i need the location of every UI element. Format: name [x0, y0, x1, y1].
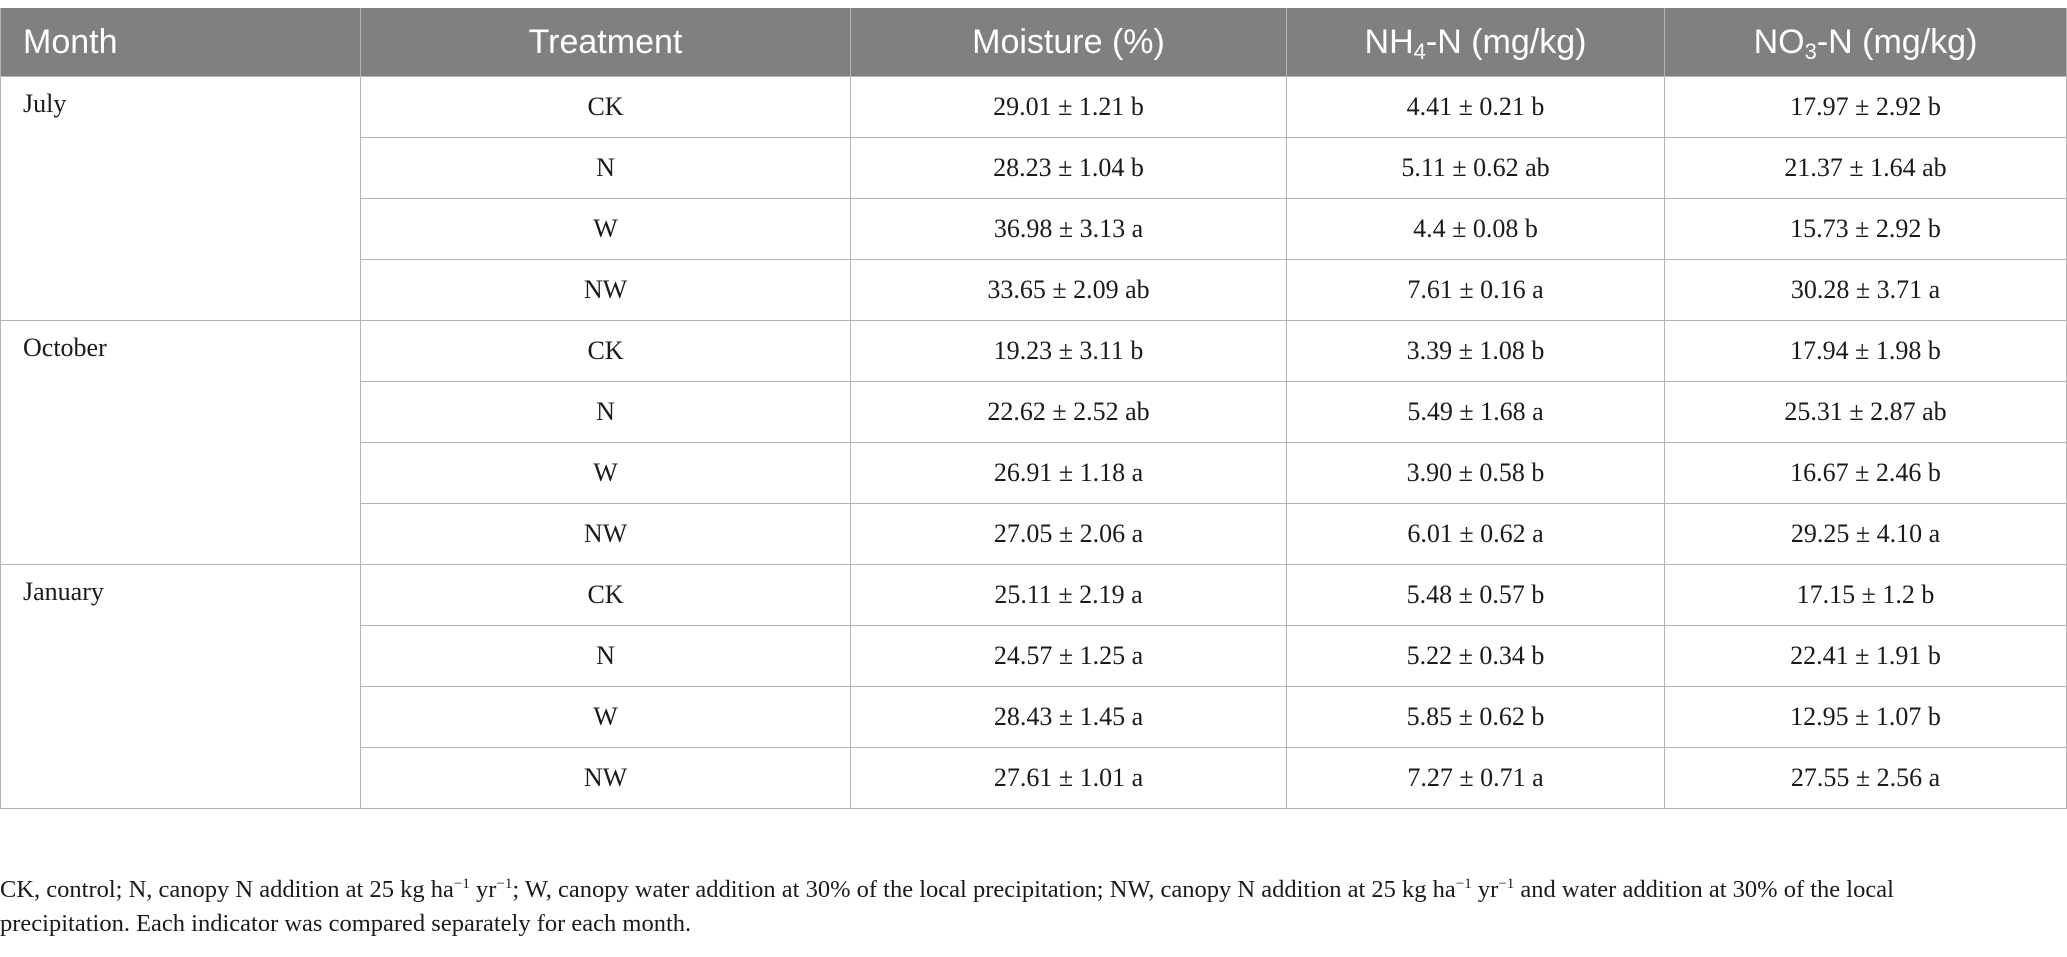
header-treatment: Treatment — [361, 8, 851, 77]
moisture-cell: 22.62 ± 2.52 ab — [851, 382, 1287, 443]
header-no3-prefix: NO — [1753, 22, 1805, 61]
table-row — [1, 565, 2067, 626]
header-nh4-suffix: -N (mg/kg) — [1425, 22, 1587, 61]
moisture-cell: 24.57 ± 1.25 a — [851, 626, 1287, 687]
header-nh4-subscript: 4 — [1413, 38, 1426, 64]
header-row — [1, 8, 2067, 77]
moisture-cell: 27.61 ± 1.01 a — [851, 748, 1287, 809]
footnote-superscript: −1 — [453, 876, 470, 892]
footnote-superscript: −1 — [496, 876, 513, 892]
nh4-cell: 4.41 ± 0.21 b — [1287, 77, 1665, 138]
no3-cell: 17.15 ± 1.2 b — [1665, 565, 2067, 626]
table-header — [1, 8, 2067, 77]
treatment-cell: W — [361, 687, 851, 748]
footnote-superscript: −1 — [1498, 876, 1515, 892]
no3-cell: 17.97 ± 2.92 b — [1665, 77, 2067, 138]
nh4-cell: 4.4 ± 0.08 b — [1287, 199, 1665, 260]
header-no3-suffix: -N (mg/kg) — [1816, 22, 1978, 61]
no3-cell: 15.73 ± 2.92 b — [1665, 199, 2067, 260]
footnote-line-2: precipitation. Each indicator was compared separately for each month. — [0, 910, 692, 937]
no3-cell: 30.28 ± 3.71 a — [1665, 260, 2067, 321]
table-row — [1, 77, 2067, 138]
moisture-cell: 19.23 ± 3.11 b — [851, 321, 1287, 382]
footnote-text-b: yr — [469, 876, 497, 903]
moisture-cell: 26.91 ± 1.18 a — [851, 443, 1287, 504]
footnote-text-e: and water addition at 30% of the local — [1514, 876, 1894, 903]
nh4-cell: 7.61 ± 0.16 a — [1287, 260, 1665, 321]
nh4-cell: 5.11 ± 0.62 ab — [1287, 138, 1665, 199]
month-cell-july: July — [1, 77, 361, 321]
treatment-cell: CK — [361, 565, 851, 626]
no3-cell: 25.31 ± 2.87 ab — [1665, 382, 2067, 443]
no3-cell: 16.67 ± 2.46 b — [1665, 443, 2067, 504]
no3-cell: 27.55 ± 2.56 a — [1665, 748, 2067, 809]
no3-cell: 12.95 ± 1.07 b — [1665, 687, 2067, 748]
nh4-cell: 5.48 ± 0.57 b — [1287, 565, 1665, 626]
moisture-cell: 33.65 ± 2.09 ab — [851, 260, 1287, 321]
moisture-cell: 28.43 ± 1.45 a — [851, 687, 1287, 748]
table-footnote — [0, 873, 2060, 941]
treatment-cell: N — [361, 382, 851, 443]
treatment-cell: NW — [361, 504, 851, 565]
treatment-cell: CK — [361, 321, 851, 382]
header-month: Month — [1, 8, 361, 77]
treatment-cell: CK — [361, 77, 851, 138]
header-moisture: Moisture (%) — [851, 8, 1287, 77]
footnote-text-a: CK, control; N, canopy N addition at 25 kg ha — [0, 876, 454, 903]
treatment-cell: N — [361, 138, 851, 199]
nh4-cell: 5.49 ± 1.68 a — [1287, 382, 1665, 443]
treatment-cell: W — [361, 199, 851, 260]
month-cell-october: October — [1, 321, 361, 565]
no3-cell: 17.94 ± 1.98 b — [1665, 321, 2067, 382]
treatment-cell: W — [361, 443, 851, 504]
header-nh4 — [1287, 8, 1665, 77]
moisture-cell: 27.05 ± 2.06 a — [851, 504, 1287, 565]
nh4-cell: 6.01 ± 0.62 a — [1287, 504, 1665, 565]
month-cell-january: January — [1, 565, 361, 809]
header-nh4-prefix: NH — [1364, 22, 1414, 61]
no3-cell: 29.25 ± 4.10 a — [1665, 504, 2067, 565]
data-table — [0, 8, 2067, 809]
moisture-cell: 29.01 ± 1.21 b — [851, 77, 1287, 138]
nh4-cell: 7.27 ± 0.71 a — [1287, 748, 1665, 809]
nh4-cell: 5.22 ± 0.34 b — [1287, 626, 1665, 687]
moisture-cell: 25.11 ± 2.19 a — [851, 565, 1287, 626]
nh4-cell: 3.39 ± 1.08 b — [1287, 321, 1665, 382]
footnote-superscript: −1 — [1455, 876, 1472, 892]
treatment-cell: N — [361, 626, 851, 687]
nh4-cell: 5.85 ± 0.62 b — [1287, 687, 1665, 748]
footnote-text-c: ; W, canopy water addition at 30% of the local precipitation; NW, canopy N addition at 25 kg ha — [512, 876, 1456, 903]
nh4-cell: 3.90 ± 0.58 b — [1287, 443, 1665, 504]
treatment-cell: NW — [361, 260, 851, 321]
footnote-text-d: yr — [1471, 876, 1499, 903]
table-row — [1, 321, 2067, 382]
moisture-cell: 28.23 ± 1.04 b — [851, 138, 1287, 199]
moisture-cell: 36.98 ± 3.13 a — [851, 199, 1287, 260]
no3-cell: 22.41 ± 1.91 b — [1665, 626, 2067, 687]
header-no3 — [1665, 8, 2067, 77]
treatment-cell: NW — [361, 748, 851, 809]
no3-cell: 21.37 ± 1.64 ab — [1665, 138, 2067, 199]
header-no3-subscript: 3 — [1804, 38, 1817, 64]
table-body — [1, 77, 2067, 809]
